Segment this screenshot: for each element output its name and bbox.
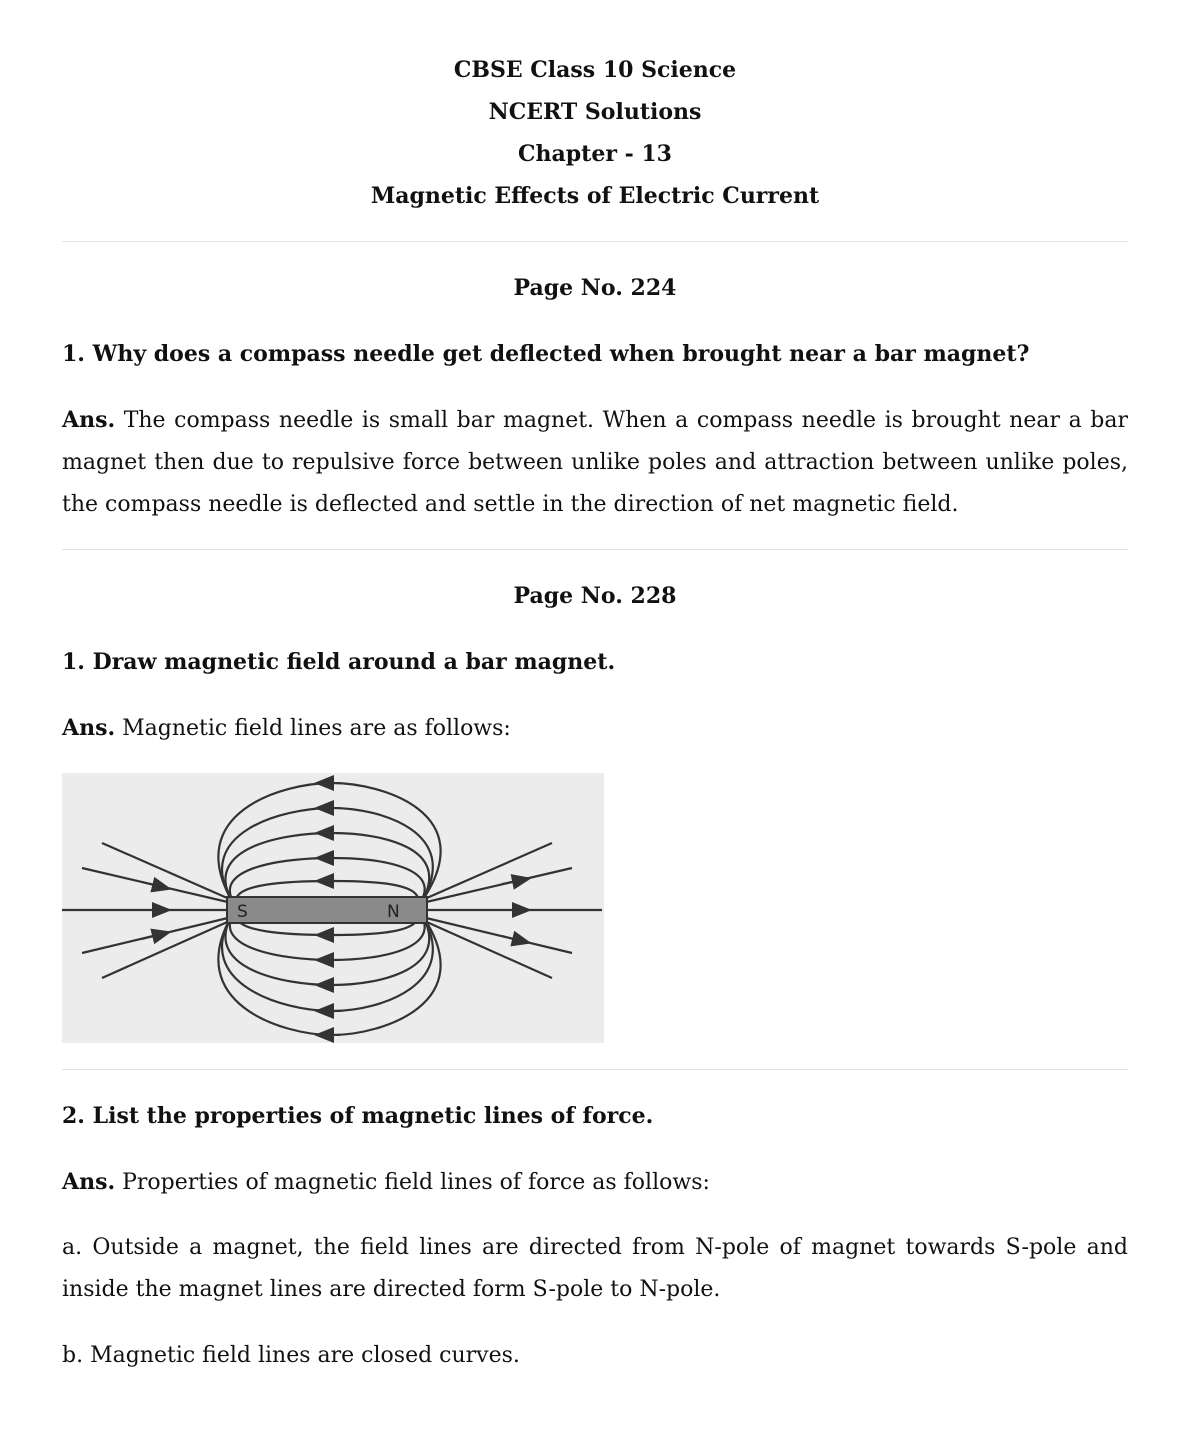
question: 1. Draw magnetic field around a bar magnet. — [62, 649, 616, 675]
question: 1. Why does a compass needle get deflected when brought near a bar magnet? — [62, 341, 1030, 367]
chapter-title: Magnetic Effects of Electric Current — [370, 183, 820, 209]
chapter-number: Chapter - 13 — [518, 141, 672, 167]
answer — [62, 1161, 1128, 1204]
answer-text: The compass needle is small bar magnet. When a compass needle is brought near a bar magnet then due to repulsive force between unlike poles and attraction between unlike poles, the compass needle is deflected and settle in the direction of net magnetic field. — [62, 408, 1128, 517]
doc-title: CBSE Class 10 Science — [453, 57, 737, 83]
divider — [62, 1069, 1128, 1070]
answer — [62, 707, 1128, 750]
question: 2. List the properties of magnetic lines of force. — [62, 1103, 654, 1129]
divider — [62, 241, 1128, 242]
ans-label: Ans. — [62, 715, 116, 741]
answer — [62, 399, 1128, 526]
property-b: b. Magnetic field lines are closed curves. — [62, 1343, 520, 1368]
doc-subtitle: NCERT Solutions — [488, 99, 702, 125]
ans-label: Ans. — [62, 1169, 116, 1195]
property-a: a. Outside a magnet, the field lines are directed from N-pole of magnet towards S-pole and inside the magnet lines are directed form S-pole to N-pole. — [62, 1235, 1128, 1302]
north-pole-label: N — [387, 902, 400, 922]
bar-magnet-field-diagram — [62, 773, 604, 1043]
page-label: Page No. 224 — [513, 275, 677, 301]
answer-text: Properties of magnetic field lines of force as follows: — [115, 1170, 710, 1195]
divider — [62, 549, 1128, 550]
page-label: Page No. 228 — [513, 583, 677, 609]
answer-text: Magnetic field lines are as follows: — [115, 716, 511, 741]
south-pole-label: S — [237, 902, 248, 922]
ans-label: Ans. — [62, 407, 116, 433]
